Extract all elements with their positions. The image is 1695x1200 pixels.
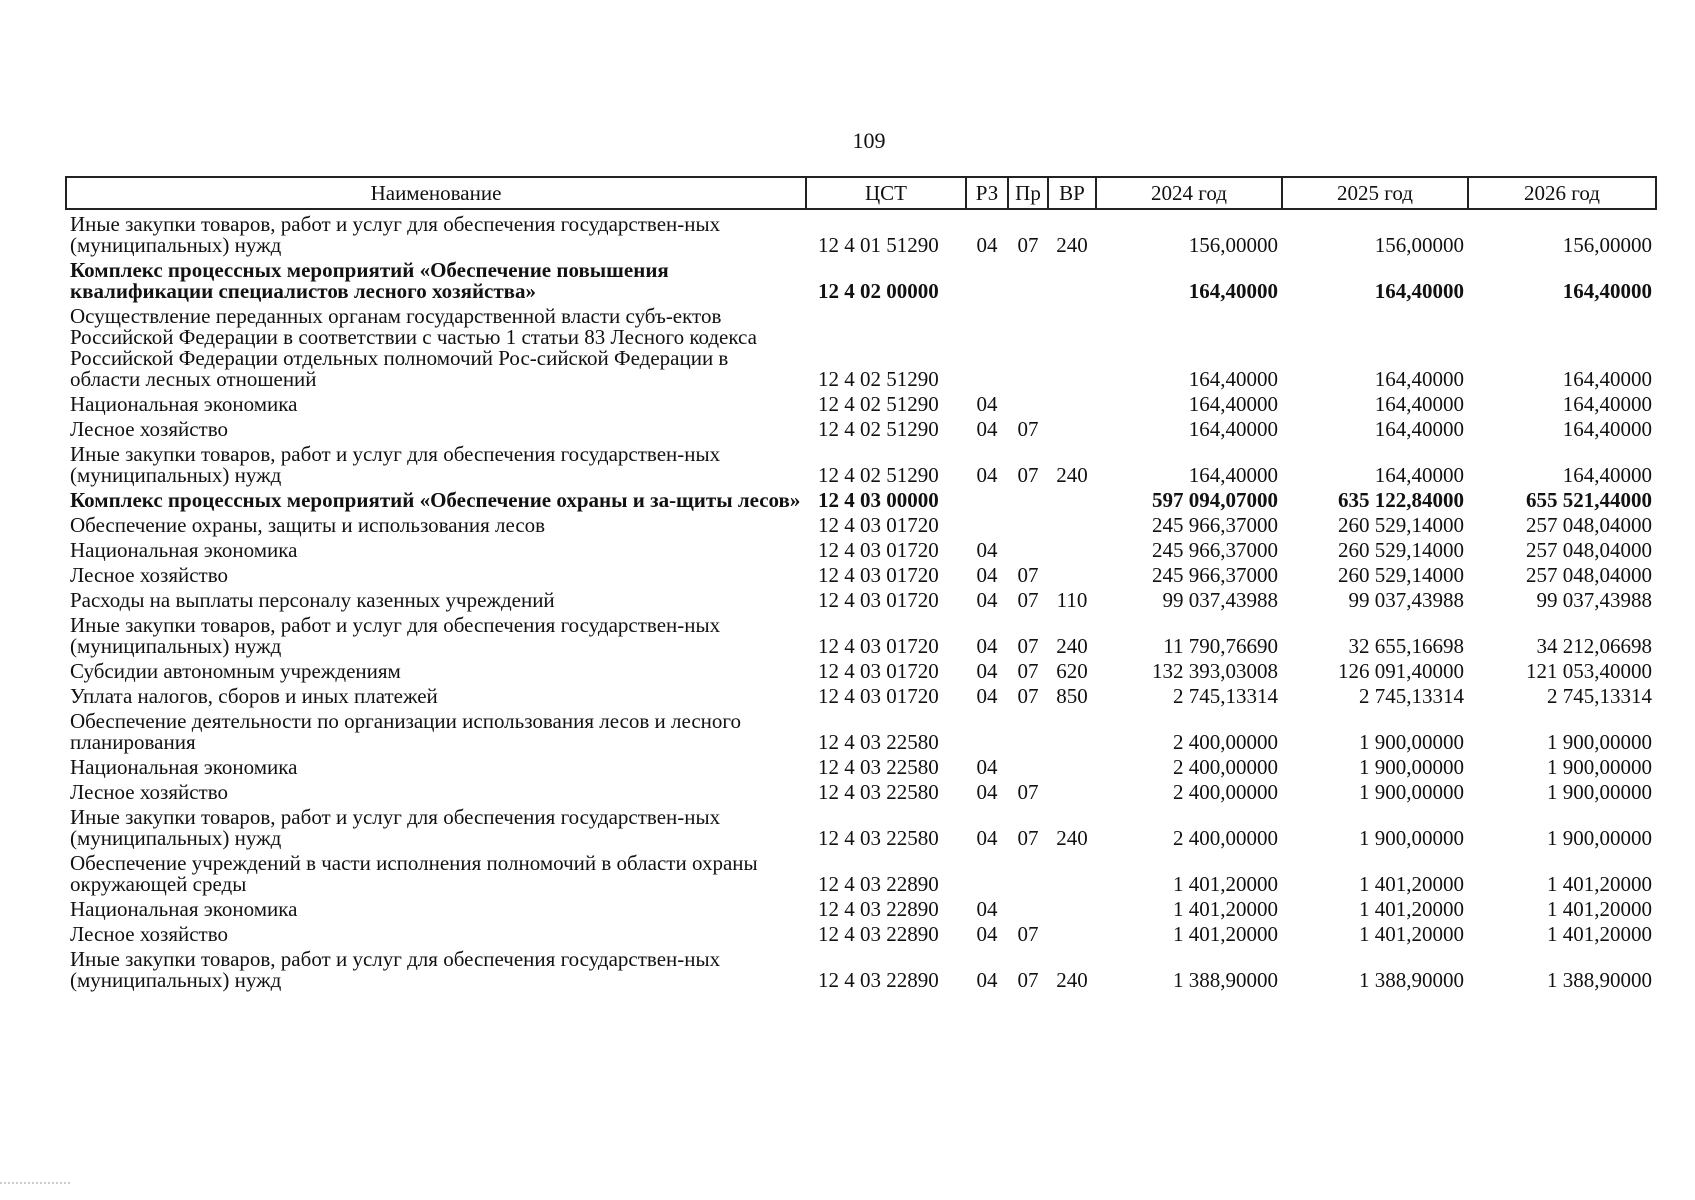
header-2026: 2026 год [1468, 177, 1656, 209]
cell-pr: 07 [1017, 659, 1039, 683]
cell-2025: 635 122,84000 [1338, 488, 1464, 512]
table-row [66, 920, 1656, 945]
cell-2026: 34 212,06698 [1536, 634, 1652, 658]
page-number: 109 [852, 128, 886, 153]
cell-pr: 07 [1017, 634, 1039, 658]
cell-cst: 12 4 03 01720 [818, 538, 939, 562]
table-row [66, 657, 1656, 682]
cell-pr: 07 [1017, 563, 1039, 587]
cell-rz: 04 [976, 897, 998, 921]
cell-2024: 11 790,76690 [1163, 634, 1278, 658]
cell-vr [1048, 415, 1096, 440]
cell-rz: 04 [976, 755, 998, 779]
cell-vr [1048, 920, 1096, 945]
cell-cst: 12 4 03 22890 [818, 922, 939, 946]
cell-vr: 240 [1056, 968, 1088, 992]
cell-cst: 12 4 03 01720 [818, 588, 939, 612]
budget-table [65, 176, 1657, 991]
cell-2026: 1 900,00000 [1547, 826, 1652, 850]
cell-2026: 164,40000 [1562, 367, 1652, 391]
table-row [66, 895, 1656, 920]
cell-2026: 1 401,20000 [1547, 922, 1652, 946]
cell-2026: 1 900,00000 [1547, 780, 1652, 804]
cell-2025: 260 529,14000 [1338, 513, 1464, 537]
cell-vr: 850 [1056, 684, 1088, 708]
cell-name: Обеспечение охраны, защиты и использования лесов [70, 513, 546, 537]
table-row [66, 586, 1656, 611]
cell-cst: 12 4 03 22580 [818, 730, 939, 754]
cell-cst: 12 4 03 01720 [818, 684, 939, 708]
cell-name: Расходы на выплаты персоналу казенных учреждений [70, 588, 555, 612]
cell-name: Уплата налогов, сборов и иных платежей [70, 684, 438, 708]
cell-2026: 156,00000 [1562, 233, 1652, 257]
cell-2026: 164,40000 [1562, 279, 1652, 303]
cell-rz [966, 302, 1008, 390]
table-row [66, 611, 1656, 657]
cell-name: Лесное хозяйство [70, 563, 228, 587]
cell-name: Национальная экономика [70, 538, 298, 562]
cell-2026: 257 048,04000 [1526, 563, 1652, 587]
cell-name: Иные закупки товаров, работ и услуг для обеспечения государствен-ных (муниципальных) нужд [70, 212, 721, 257]
cell-2025: 1 900,00000 [1359, 755, 1464, 779]
cell-name: Иные закупки товаров, работ и услуг для обеспечения государствен-ных (муниципальных) нужд [70, 947, 721, 992]
cell-2026: 1 900,00000 [1547, 755, 1652, 779]
cell-2025: 1 388,90000 [1359, 968, 1464, 992]
cell-vr: 620 [1056, 659, 1088, 683]
table-row [66, 209, 1656, 256]
cell-cst: 12 4 03 01720 [818, 659, 939, 683]
cell-rz [966, 511, 1008, 536]
cell-2026: 99 037,43988 [1536, 588, 1652, 612]
cell-vr [1048, 895, 1096, 920]
table-body [66, 209, 1656, 991]
cell-name: Лесное хозяйство [70, 922, 228, 946]
cell-pr: 07 [1017, 417, 1039, 441]
header-rz: РЗ [966, 177, 1008, 209]
cell-2026: 164,40000 [1562, 392, 1652, 416]
cell-rz: 04 [976, 588, 998, 612]
cell-pr: 07 [1017, 968, 1039, 992]
table-row [66, 945, 1656, 991]
cell-name: Иные закупки товаров, работ и услуг для обеспечения государствен-ных (муниципальных) нужд [70, 442, 721, 487]
cell-pr: 07 [1017, 780, 1039, 804]
cell-name: Обеспечение деятельности по организации использования лесов и лесного планирования [70, 709, 742, 754]
table-row [66, 511, 1656, 536]
cell-pr: 07 [1017, 826, 1039, 850]
cell-2024: 597 094,07000 [1152, 488, 1278, 512]
cell-name: Иные закупки товаров, работ и услуг для обеспечения государствен-ных (муниципальных) нужд [70, 613, 721, 658]
cell-2024: 164,40000 [1188, 392, 1278, 416]
cell-2024: 2 400,00000 [1173, 826, 1278, 850]
cell-pr [1008, 390, 1048, 415]
cell-name: Лесное хозяйство [70, 417, 228, 441]
cell-2024: 2 400,00000 [1173, 755, 1278, 779]
cell-2025: 156,00000 [1374, 233, 1464, 257]
cell-cst: 12 4 03 00000 [818, 488, 939, 512]
cell-cst: 12 4 03 22580 [818, 755, 939, 779]
cell-rz: 04 [976, 563, 998, 587]
cell-2026: 1 401,20000 [1547, 897, 1652, 921]
cell-name: Национальная экономика [70, 755, 298, 779]
cell-2026: 164,40000 [1562, 463, 1652, 487]
table-row [66, 536, 1656, 561]
cell-rz [966, 486, 1008, 511]
cell-name: Национальная экономика [70, 897, 298, 921]
cell-2024: 1 401,20000 [1173, 922, 1278, 946]
cell-2024: 2 400,00000 [1173, 730, 1278, 754]
cell-rz: 04 [976, 968, 998, 992]
cell-2025: 260 529,14000 [1338, 538, 1464, 562]
cell-pr: 07 [1017, 233, 1039, 257]
cell-2024: 99 037,43988 [1162, 588, 1278, 612]
table-row [66, 849, 1656, 895]
cell-2026: 1 401,20000 [1547, 872, 1652, 896]
cell-name: Субсидии автономным учреждениям [70, 659, 401, 683]
table-row [66, 753, 1656, 778]
cell-vr [1048, 302, 1096, 390]
cell-vr: 240 [1056, 463, 1088, 487]
cell-vr: 240 [1056, 233, 1088, 257]
cell-name: Комплекс процессных мероприятий «Обеспечение охраны и за-щиты лесов» [70, 488, 801, 512]
cell-2025: 1 401,20000 [1359, 922, 1464, 946]
cell-cst: 12 4 03 22580 [818, 826, 939, 850]
cell-2024: 1 401,20000 [1173, 897, 1278, 921]
cell-rz [966, 849, 1008, 895]
cell-name: Национальная экономика [70, 392, 298, 416]
cell-cst: 12 4 03 22580 [818, 780, 939, 804]
cell-cst: 12 4 03 01720 [818, 513, 939, 537]
cell-cst: 12 4 02 51290 [818, 463, 939, 487]
table-row [66, 256, 1656, 302]
cell-vr [1048, 486, 1096, 511]
cell-vr [1048, 561, 1096, 586]
cell-2026: 164,40000 [1562, 417, 1652, 441]
cell-name: Иные закупки товаров, работ и услуг для обеспечения государствен-ных (муниципальных) нужд [70, 805, 721, 850]
cell-pr: 07 [1017, 463, 1039, 487]
cell-cst: 12 4 02 51290 [818, 367, 939, 391]
header-2025: 2025 год [1282, 177, 1468, 209]
cell-2024: 164,40000 [1188, 279, 1278, 303]
cell-2026: 1 388,90000 [1547, 968, 1652, 992]
cell-cst: 12 4 01 51290 [818, 233, 939, 257]
cell-2025: 260 529,14000 [1338, 563, 1464, 587]
table-row [66, 682, 1656, 707]
cell-2025: 1 401,20000 [1359, 872, 1464, 896]
table-row [66, 415, 1656, 440]
cell-vr [1048, 753, 1096, 778]
cell-vr [1048, 256, 1096, 302]
cell-vr [1048, 536, 1096, 561]
cell-2026: 257 048,04000 [1526, 538, 1652, 562]
cell-pr [1008, 302, 1048, 390]
cell-rz: 04 [976, 538, 998, 562]
cell-2025: 2 745,13314 [1359, 684, 1464, 708]
cell-rz [966, 256, 1008, 302]
cell-2025: 164,40000 [1374, 367, 1464, 391]
cell-vr [1048, 707, 1096, 753]
cell-2026: 121 053,40000 [1526, 659, 1652, 683]
cell-pr [1008, 707, 1048, 753]
header-pr: Пр [1008, 177, 1048, 209]
cell-pr: 07 [1017, 922, 1039, 946]
header-name: Наименование [66, 177, 806, 209]
cell-rz: 04 [976, 922, 998, 946]
cell-vr [1048, 511, 1096, 536]
cell-pr [1008, 511, 1048, 536]
header-2024: 2024 год [1096, 177, 1282, 209]
cell-rz: 04 [976, 780, 998, 804]
cell-2024: 245 966,37000 [1152, 538, 1278, 562]
cell-2024: 1 388,90000 [1173, 968, 1278, 992]
table-row [66, 707, 1656, 753]
cell-rz: 04 [976, 463, 998, 487]
cell-pr: 07 [1017, 684, 1039, 708]
cell-2026: 2 745,13314 [1547, 684, 1652, 708]
header-cst: ЦСТ [806, 177, 966, 209]
cell-cst: 12 4 03 22890 [818, 872, 939, 896]
cell-cst: 12 4 03 22890 [818, 968, 939, 992]
cell-2024: 156,00000 [1188, 233, 1278, 257]
cell-2026: 1 900,00000 [1547, 730, 1652, 754]
table-row [66, 302, 1656, 390]
cell-rz: 04 [976, 634, 998, 658]
cell-cst: 12 4 02 51290 [818, 392, 939, 416]
cell-2024: 164,40000 [1188, 417, 1278, 441]
cell-pr [1008, 753, 1048, 778]
cell-rz [966, 707, 1008, 753]
cell-2025: 164,40000 [1374, 279, 1464, 303]
cell-rz: 04 [976, 684, 998, 708]
cell-rz: 04 [976, 659, 998, 683]
cell-cst: 12 4 03 01720 [818, 634, 939, 658]
cell-2024: 245 966,37000 [1152, 563, 1278, 587]
cell-2026: 257 048,04000 [1526, 513, 1652, 537]
cell-pr [1008, 536, 1048, 561]
cell-2026: 655 521,44000 [1526, 488, 1652, 512]
cell-name: Обеспечение учреждений в части исполнения полномочий в области охраны окружающей среды [70, 851, 758, 896]
header-vr: ВР [1048, 177, 1096, 209]
cell-rz: 04 [976, 417, 998, 441]
scan-artifact [0, 1182, 70, 1184]
cell-cst: 12 4 02 51290 [818, 417, 939, 441]
cell-2024: 2 400,00000 [1173, 780, 1278, 804]
table-row [66, 561, 1656, 586]
cell-cst: 12 4 02 00000 [818, 279, 939, 303]
cell-2025: 126 091,40000 [1338, 659, 1464, 683]
cell-vr: 110 [1056, 588, 1088, 612]
cell-2025: 1 900,00000 [1359, 826, 1464, 850]
cell-2024: 164,40000 [1188, 463, 1278, 487]
cell-2024: 164,40000 [1188, 367, 1278, 391]
table-row [66, 803, 1656, 849]
cell-vr: 240 [1056, 826, 1088, 850]
cell-2025: 1 401,20000 [1359, 897, 1464, 921]
cell-rz: 04 [976, 233, 998, 257]
cell-2025: 1 900,00000 [1359, 730, 1464, 754]
cell-rz: 04 [976, 392, 998, 416]
cell-vr [1048, 778, 1096, 803]
cell-vr: 240 [1056, 634, 1088, 658]
cell-2024: 2 745,13314 [1173, 684, 1278, 708]
cell-2024: 132 393,03008 [1152, 659, 1278, 683]
cell-vr [1048, 390, 1096, 415]
cell-2025: 1 900,00000 [1359, 780, 1464, 804]
cell-pr [1008, 256, 1048, 302]
table-row [66, 390, 1656, 415]
cell-2025: 164,40000 [1374, 463, 1464, 487]
table-row [66, 440, 1656, 486]
cell-pr: 07 [1017, 588, 1039, 612]
cell-2025: 99 037,43988 [1348, 588, 1464, 612]
cell-pr [1008, 895, 1048, 920]
cell-cst: 12 4 03 22890 [818, 897, 939, 921]
cell-2025: 164,40000 [1374, 392, 1464, 416]
cell-pr [1008, 486, 1048, 511]
table-row [66, 486, 1656, 511]
cell-name: Комплекс процессных мероприятий «Обеспечение повышения квалификации специалистов лесного хозяйства» [70, 258, 669, 303]
cell-2024: 245 966,37000 [1152, 513, 1278, 537]
cell-2024: 1 401,20000 [1173, 872, 1278, 896]
table-header-row [66, 177, 1656, 209]
cell-2025: 32 655,16698 [1348, 634, 1464, 658]
table-row [66, 778, 1656, 803]
cell-2025: 164,40000 [1374, 417, 1464, 441]
cell-cst: 12 4 03 01720 [818, 563, 939, 587]
cell-name: Осуществление переданных органам государственной власти субъ-ектов Российской Федерации в соответствии с частью 1 статьи 83 Лесного кодекса Российской Федерации отдельных полномочий Рос-сийской Федерации в области лесных отношений [70, 304, 757, 391]
cell-rz: 04 [976, 826, 998, 850]
cell-pr [1008, 849, 1048, 895]
cell-vr [1048, 849, 1096, 895]
cell-name: Лесное хозяйство [70, 780, 228, 804]
